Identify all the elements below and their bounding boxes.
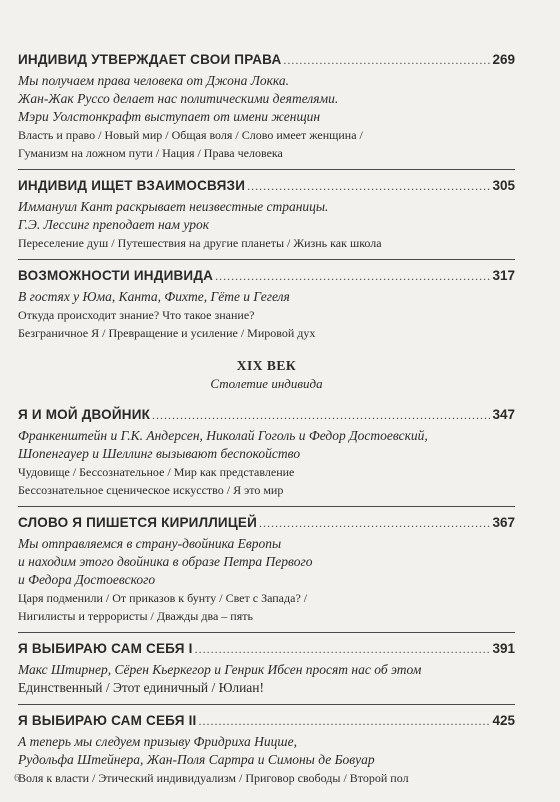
chapter-title: ИНДИВИД УТВЕРЖДАЕТ СВОИ ПРАВА <box>18 52 282 67</box>
section-subtitle: Столетие индивида <box>210 376 323 391</box>
page-number: 6 <box>14 772 20 784</box>
chapter-topics: Единственный / Этот единичный / Юлиан! <box>18 680 265 695</box>
chapter-heading[interactable] <box>18 641 515 661</box>
chapter-page-number: 269 <box>492 52 515 67</box>
chapter-title: ИНДИВИД ИЩЕТ ВЗАИМОСВЯЗИ <box>18 178 246 193</box>
chapter-subtitle: А теперь мы следуем призыву Фридриха Ницше, <box>18 734 297 749</box>
chapter-title: Я И МОЙ ДВОЙНИК <box>18 407 151 422</box>
table-of-contents <box>18 52 515 802</box>
chapter-subtitle: Шопенгауер и Шеллинг вызывают беспокойство <box>18 446 301 461</box>
chapter-subtitle: и находим этого двойника в образе Петра Первого <box>18 554 313 569</box>
chapter-topics: Нигилисты и террористы / Дважды два – пять <box>18 609 253 623</box>
chapter-subtitle: и Федора Достоевского <box>18 572 156 587</box>
leader-dots <box>152 408 490 423</box>
chapter-topics: Гуманизм на ложном пути / Нация / Права человека <box>18 146 283 160</box>
chapter-heading[interactable] <box>18 268 515 288</box>
chapter-subtitle: Г.Э. Лессинг преподает нам урок <box>18 217 210 232</box>
chapter-title: ВОЗМОЖНОСТИ ИНДИВИДА <box>18 268 214 283</box>
section-title: XIX ВЕК <box>236 358 297 373</box>
chapter-topics: Власть и право / Новый мир / Общая воля / Слово имеет женщина / <box>18 128 363 142</box>
chapter-page-number: 317 <box>492 268 515 283</box>
chapter-page-number: 305 <box>492 178 515 193</box>
chapter-topics: Откуда происходит знание? Что такое знание? <box>18 308 255 322</box>
toc-chapter <box>18 268 515 349</box>
chapter-page-number: 391 <box>492 641 515 656</box>
chapter-heading[interactable] <box>18 407 515 427</box>
toc-chapter <box>18 178 515 260</box>
chapter-heading[interactable] <box>18 178 515 198</box>
leader-dots <box>195 642 491 657</box>
chapter-title: СЛОВО Я ПИШЕТСЯ КИРИЛЛИЦЕЙ <box>18 515 257 530</box>
chapter-topics: Переселение душ / Путешествия на другие планеты / Жизнь как школа <box>18 236 382 250</box>
chapter-topics: Воля к власти / Этический индивидуализм / Приговор свободы / Второй пол <box>18 771 409 785</box>
chapter-heading[interactable] <box>18 713 515 733</box>
chapter-page-number: 425 <box>492 713 515 728</box>
toc-chapter <box>18 641 515 705</box>
leader-dots <box>199 714 491 729</box>
toc-chapter <box>18 52 515 170</box>
leader-dots <box>215 269 490 284</box>
chapter-subtitle: Мы отправляемся в страну-двойника Европы <box>18 536 282 551</box>
leader-dots <box>283 53 490 68</box>
chapter-heading[interactable] <box>18 515 515 535</box>
chapter-subtitle: Макс Штирнер, Сёрен Кьеркегор и Генрик Ибсен просят нас об этом <box>18 662 422 677</box>
chapter-topics: Царя подменили / От приказов к бунту / Свет с Запада? / <box>18 591 308 605</box>
chapter-topics: Бессознательное сценическое искусство / Я это мир <box>18 483 284 497</box>
chapter-page-number: 347 <box>492 407 515 422</box>
chapter-subtitle: Рудольфа Штейнера, Жан-Поля Сартра и Симоны де Бовуар <box>18 752 375 767</box>
leader-dots <box>259 516 490 531</box>
chapter-subtitle: Франкенштейн и Г.К. Андерсен, Николай Гоголь и Федор Достоевский, <box>18 428 428 443</box>
chapter-subtitle: Жан-Жак Руссо делает нас политическими деятелями. <box>18 91 339 106</box>
chapter-subtitle: Мы получаем права человека от Джона Локка. <box>18 73 290 88</box>
chapter-subtitle: Мэри Уолстонкрафт выступает от имени женщин <box>18 109 321 124</box>
chapter-title: Я ВЫБИРАЮ САМ СЕБЯ I <box>18 641 193 656</box>
chapter-page-number: 367 <box>492 515 515 530</box>
chapter-heading[interactable] <box>18 52 515 72</box>
toc-chapter <box>18 407 515 507</box>
chapter-title: Я ВЫБИРАЮ САМ СЕБЯ II <box>18 713 197 728</box>
chapter-topics: Чудовище / Бессознательное / Мир как представление <box>18 465 295 479</box>
toc-chapter <box>18 515 515 633</box>
toc-chapter <box>18 713 515 794</box>
chapter-subtitle: В гостях у Юма, Канта, Фихте, Гёте и Гегеля <box>18 289 290 304</box>
section-heading <box>18 357 515 393</box>
chapter-topics: Безграничное Я / Превращение и усиление / Мировой дух <box>18 326 316 340</box>
chapter-subtitle: Иммануил Кант раскрывает неизвестные страницы. <box>18 199 329 214</box>
leader-dots <box>247 179 490 194</box>
